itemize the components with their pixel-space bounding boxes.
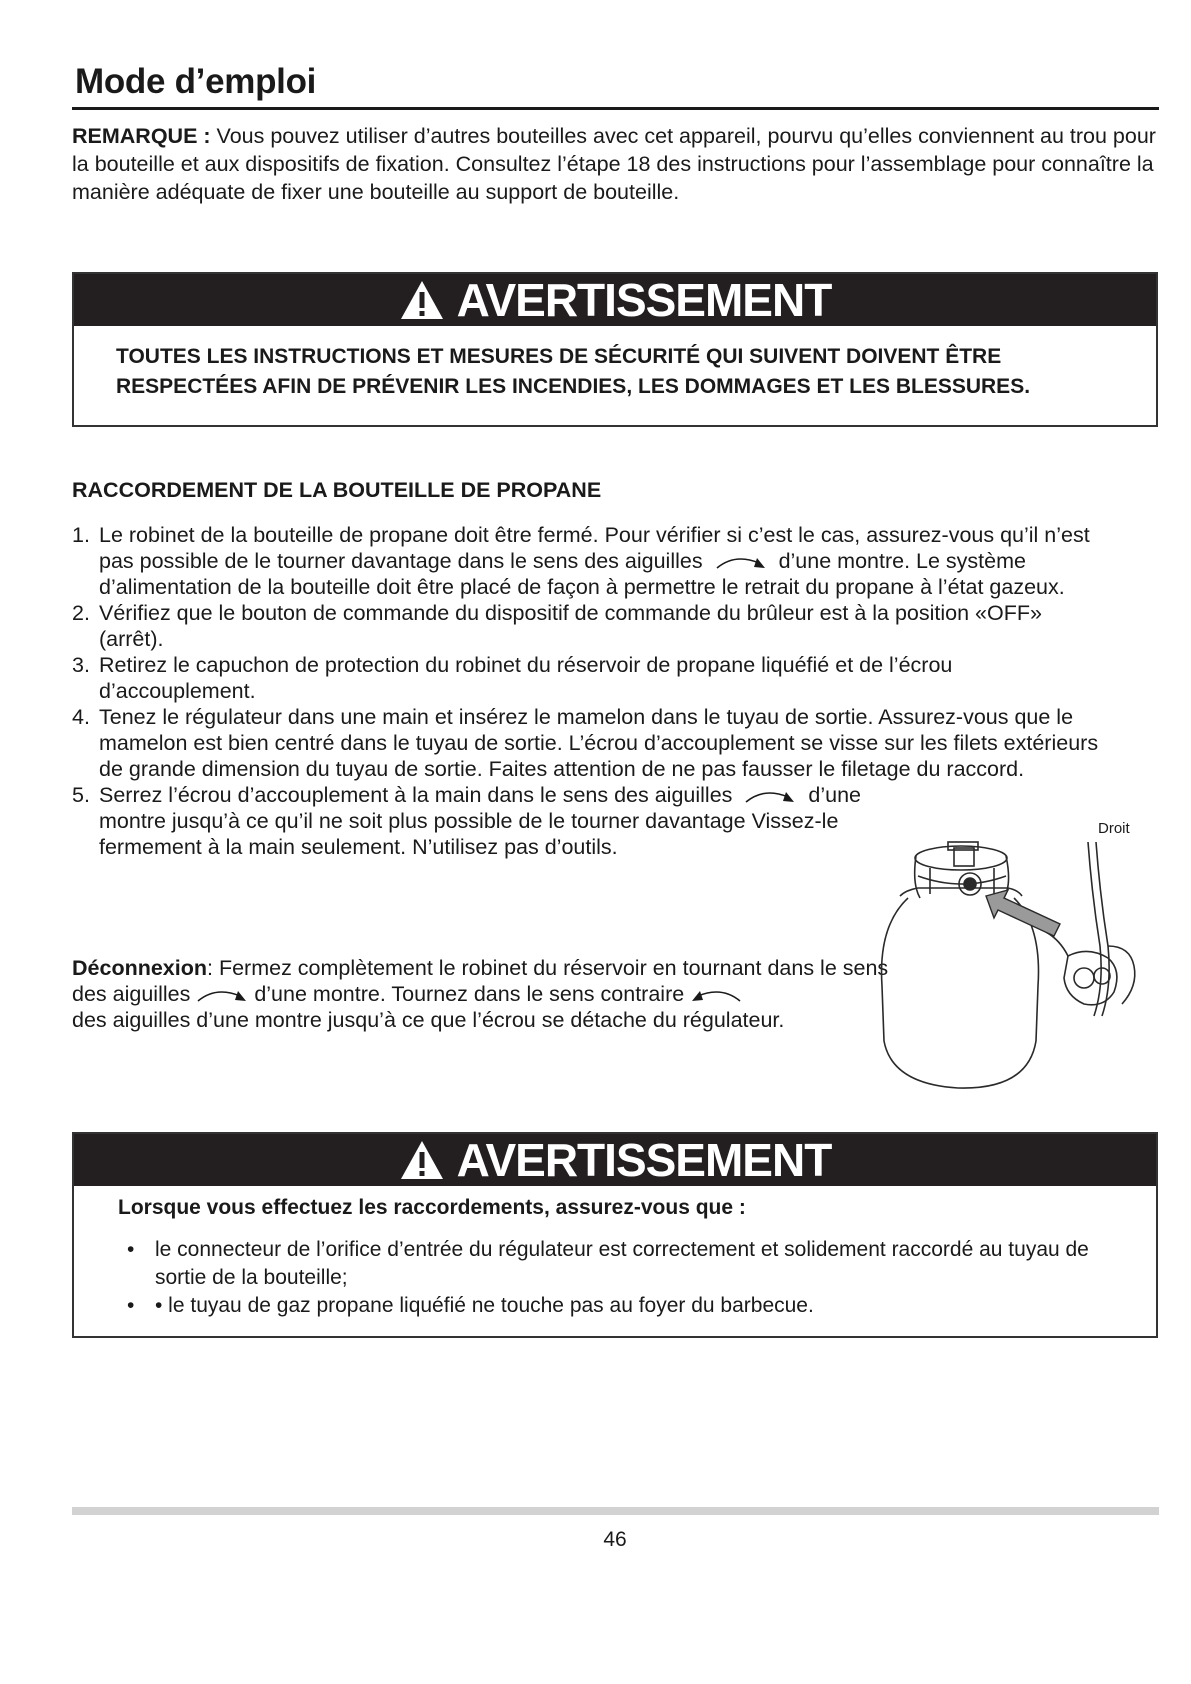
step-text: d’une montre jusqu’à ce qu’il ne soit plus possible de le tourner davantage Vissez-le fermement à la main seulement. N’utilisez pas d’outils. xyxy=(99,783,861,859)
clockwise-arrow-icon xyxy=(713,553,769,571)
disconnect-text: d’une montre. Tournez dans le sens contraire xyxy=(254,982,685,1006)
step-text: d’une montre. Le système d’alimentation de la bouteille doit être placé de façon à permettre le retrait du propane à l’état gazeux. xyxy=(99,549,1065,599)
title-divider xyxy=(72,107,1159,110)
warning-box-2 xyxy=(72,1132,1158,1338)
bullet-text: le connecteur de l’orifice d’entrée du régulateur est correctement et solidement raccordé au tuyau de sortie de la bouteille; xyxy=(155,1238,1089,1289)
step-number: 5. xyxy=(72,783,90,807)
list-item xyxy=(72,522,1102,600)
step-number: 2. xyxy=(72,601,90,625)
disconnect-text: : Fermez complètement le robinet du réservoir en tournant dans le sens des aiguilles xyxy=(72,956,889,1006)
list-item xyxy=(72,600,1102,652)
disconnect-paragraph xyxy=(72,955,892,1033)
note-label: REMARQUE : xyxy=(72,124,211,148)
list-item xyxy=(118,1292,1126,1320)
warning-box-1 xyxy=(72,272,1158,427)
note-text: Vous pouvez utiliser d’autres bouteilles avec cet appareil, pourvu qu’elles conviennent au trou pour la bouteille et aux dispositifs de fixation. Consultez l’étape 18 des instructions pour l’assemblage pour connaître la manière adéquate de fixer une bouteille au support de bouteille. xyxy=(72,124,1156,204)
warning-header-1 xyxy=(74,274,1156,326)
page-number: 46 xyxy=(603,1528,627,1551)
disconnect-label: Déconnexion xyxy=(72,956,207,980)
list-item xyxy=(72,704,1102,782)
bullet-text: • le tuyau de gaz propane liquéfié ne touche pas au foyer du barbecue. xyxy=(155,1294,814,1317)
list-item xyxy=(118,1236,1126,1292)
step-number: 3. xyxy=(72,653,90,677)
step-text: Tenez le régulateur dans une main et insérez le mamelon dans le tuyau de sortie. Assurez-vous que le mamelon est bien centré dans le tuyau de sortie. L’écrou d’accouplement se visse sur les filets extérieurs de grande dimension du tuyau de sortie. Faites attention de ne pas fausser le filetage du raccord. xyxy=(99,705,1099,781)
warning-triangle-icon xyxy=(399,1139,445,1181)
step-number: 4. xyxy=(72,705,90,729)
disconnect-text: des aiguilles d’une montre jusqu’à ce que l’écrou se détache du régulateur. xyxy=(72,1008,785,1032)
figure-label: Droit xyxy=(1098,820,1130,837)
counterclockwise-arrow-icon xyxy=(688,986,744,1004)
list-item xyxy=(72,782,899,860)
step-number: 1. xyxy=(72,523,90,547)
page-title: Mode d’emploi xyxy=(75,62,317,101)
clockwise-arrow-icon xyxy=(742,787,798,805)
section-title: RACCORDEMENT DE LA BOUTEILLE DE PROPANE xyxy=(72,478,602,502)
warning-header-2 xyxy=(74,1134,1156,1186)
propane-tank-illustration xyxy=(878,836,1148,1096)
warning-lead: Lorsque vous effectuez les raccordements, assurez-vous que : xyxy=(118,1196,746,1219)
clockwise-arrow-icon xyxy=(194,986,250,1004)
warning-title-1: AVERTISSEMENT xyxy=(456,274,832,326)
footer-divider xyxy=(72,1507,1159,1515)
warning-title-2: AVERTISSEMENT xyxy=(456,1134,832,1186)
steps-list xyxy=(72,522,1102,860)
note-paragraph xyxy=(72,122,1162,206)
list-item xyxy=(72,652,1102,704)
step-text: Serrez l’écrou d’accouplement à la main dans le sens des aiguilles xyxy=(99,783,733,807)
warning-body-2 xyxy=(74,1186,1156,1330)
step-text: Retirez le capuchon de protection du robinet du réservoir de propane liquéfié et de l’écrou d’accouplement. xyxy=(99,653,953,703)
bullet-dot-icon: • xyxy=(127,1238,135,1261)
warning-body-1: TOUTES LES INSTRUCTIONS ET MESURES DE SÉCURITÉ QUI SUIVENT DOIVENT ÊTRE RESPECTÉES AFIN DE PRÉVENIR LES INCENDIES, LES DOMMAGES ET LES BLESSURES. xyxy=(116,345,1031,398)
bullet-dot-icon: • xyxy=(127,1294,135,1317)
step-text: Le robinet de la bouteille de propane doit être fermé. Pour vérifier si c’est le cas, assurez-vous qu’il n’est pas possible de le tourner davantage dans le sens des aiguilles xyxy=(99,523,1090,573)
step-text: Vérifiez que le bouton de commande du dispositif de commande du brûleur est à la position «OFF» (arrêt). xyxy=(99,601,1042,651)
warning-triangle-icon xyxy=(399,279,445,321)
